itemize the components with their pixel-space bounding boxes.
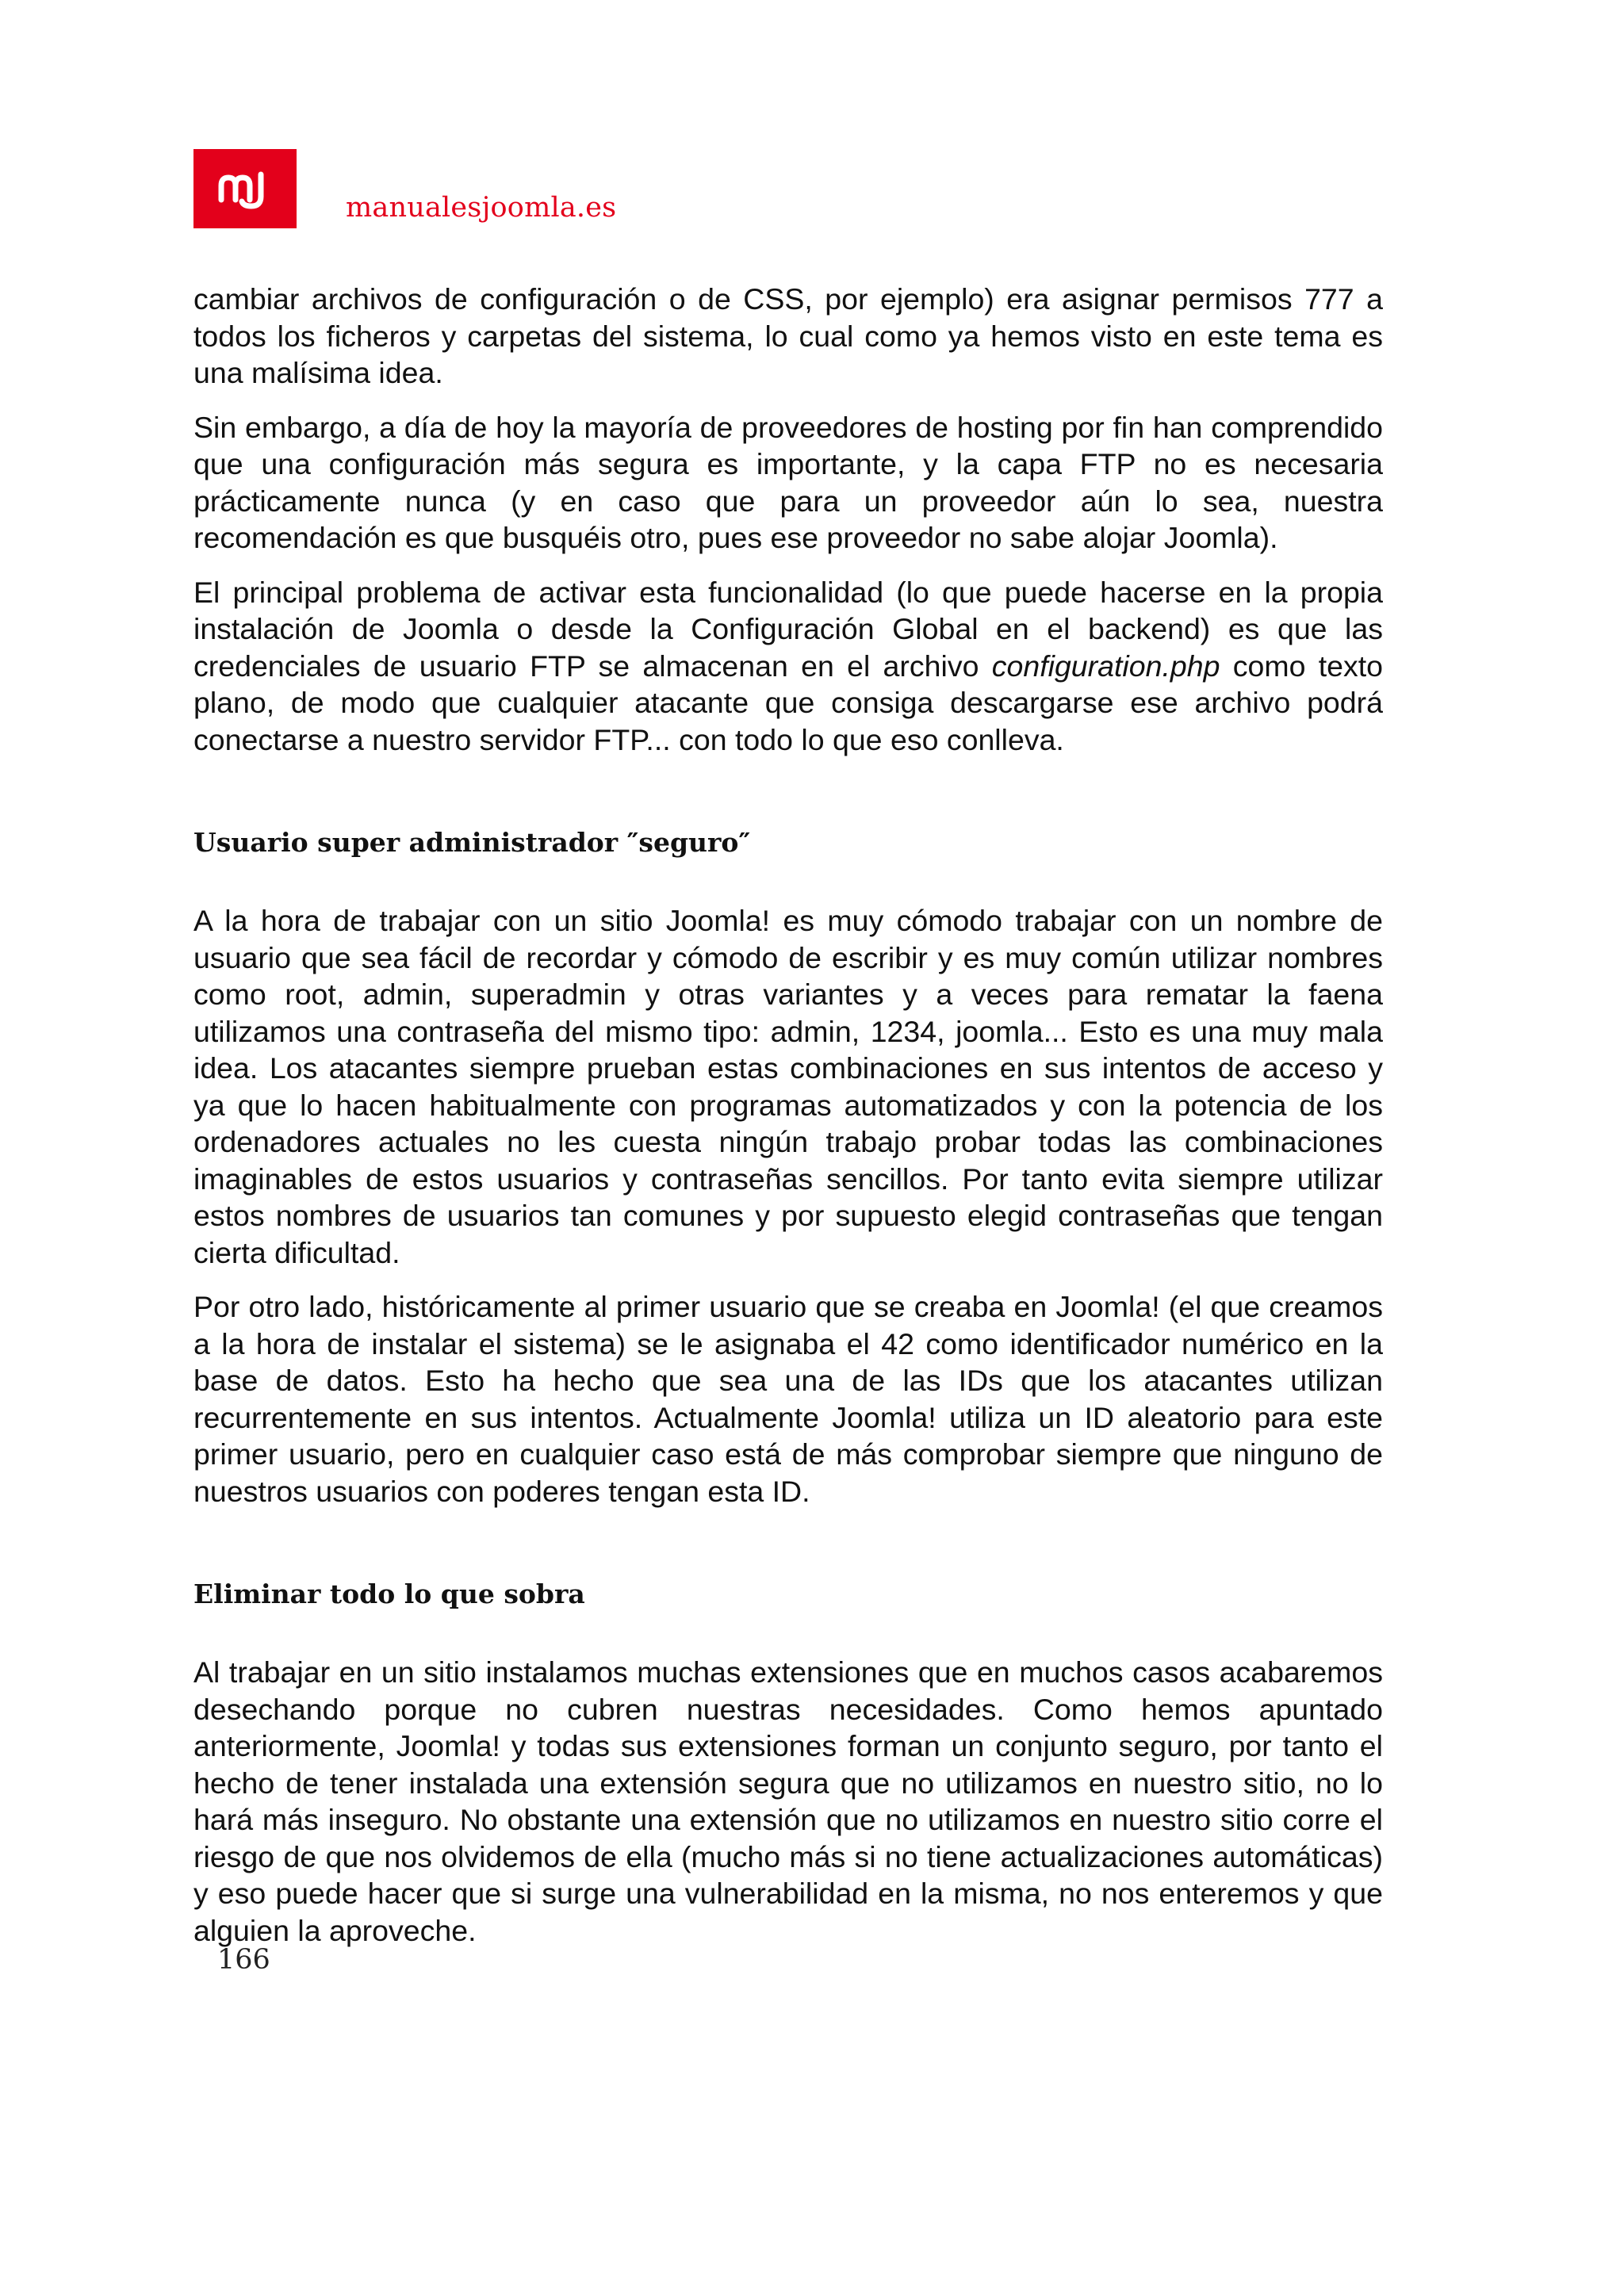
- site-logo: [193, 149, 297, 228]
- paragraph: Por otro lado, históricamente al primer usuario que se creaba en Joomla! (el que creamos a la hora de instalar el sistema) se le asignaba el 42 como identificador numérico en la base de datos. Esto ha hecho que sea una de las IDs que los atacantes utilizan recurrentemente en sus intentos. Actualmente Joomla! utiliza un ID aleatorio para este primer usuario, pero en cualquier caso está de más comprobar siempre que ninguno de nuestros usuarios con poderes tengan esta ID.: [193, 1290, 1383, 1508]
- page-content: [193, 281, 1383, 1949]
- paragraph: [193, 574, 1383, 759]
- paragraph: cambiar archivos de configuración o de CSS, por ejemplo) era asignar permisos 777 a todos los ficheros y carpetas del sistema, lo cual como ya hemos visto en este tema es una malísima idea.: [193, 282, 1383, 389]
- paragraph: Sin embargo, a día de hoy la mayoría de proveedores de hosting por fin han comprendido que una configuración más segura es importante, y la capa FTP no es necesaria prácticamente nunca (y en caso que para un proveedor aún lo sea, nuestra recomendación es que busquéis otro, pues ese proveedor no sabe alojar Joomla).: [193, 410, 1383, 554]
- mj-logo-icon: [213, 165, 277, 212]
- site-name: manualesjoomla.es: [346, 192, 617, 224]
- page-number: 166: [217, 1944, 270, 1976]
- paragraph-text: El principal problema de activar esta funcionalidad (lo que puede hacerse en la propia instalación de Joomla o desde la Configuración Global en el backend) es que las credenciales de usuario FTP se almacenan en el archivo: [193, 575, 1383, 683]
- section-heading: Usuario super administrador ″seguro″: [193, 827, 751, 858]
- page-header: [193, 149, 616, 228]
- filename-emphasis: configuration.php: [991, 649, 1220, 683]
- paragraph-text: como texto plano, de modo que cualquier atacante que consiga descargarse ese archivo podrá conectarse a nuestro servidor FTP... con todo lo que eso conlleva.: [193, 649, 1384, 756]
- section-heading: Eliminar todo lo que sobra: [193, 1578, 585, 1609]
- paragraph: Al trabajar en un sitio instalamos muchas extensiones que en muchos casos acabaremos desechando porque no cubren nuestras necesidades. Como hemos apuntado anteriormente, Joomla! y todas sus extensiones forman un conjunto seguro, por tanto el hecho de tener instalada una extensión segura que no utilizamos en nuestro sitio, no lo hará más inseguro. No obstante una extensión que no utilizamos en nuestro sitio corre el riesgo de que nos olvidemos de ella (mucho más si no tiene actualizaciones automáticas) y eso puede hacer que si surge una vulnerabilidad en la misma, no nos enteremos y que alguien la aproveche.: [193, 1655, 1383, 1947]
- paragraph: A la hora de trabajar con un sitio Joomla! es muy cómodo trabajar con un nombre de usuario que sea fácil de recordar y cómodo de escribir y es muy común utilizar nombres como root, admin, superadmin y otras variantes y a veces para rematar la faena utilizamos una contraseña del mismo tipo: admin, 1234, joomla... Esto es una muy mala idea. Los atacantes siempre prueban estas combinaciones en sus intentos de acceso y ya que lo hacen habitualmente con programas automatizados y con la potencia de los ordenadores actuales no les cuesta ningún trabajo probar todas las combinaciones imaginables de estos usuarios y contraseñas sencillos. Por tanto evita siempre utilizar estos nombres de usuarios tan comunes y por supuesto elegid contraseñas que tengan cierta dificultad.: [193, 904, 1383, 1269]
